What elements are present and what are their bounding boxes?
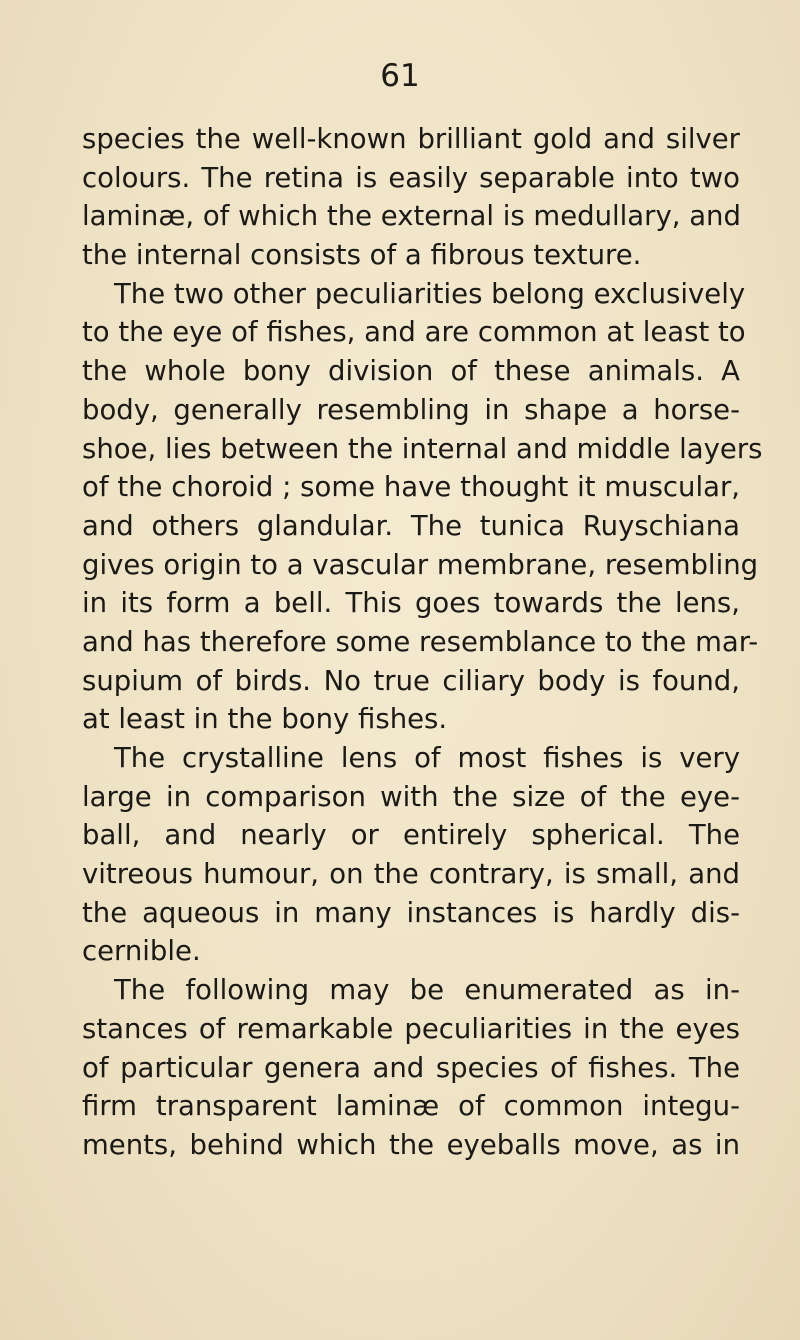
text-line: species the well-known brilliant gold and silver [82,123,740,155]
text-line: The crystalline lens of most fishes is very [114,742,740,774]
text-line: gives origin to a vascular membrane, resembling [82,548,759,581]
text-line: firm transparent laminæ of common integu- [82,1090,740,1123]
text-line: The two other peculiarities belong exclusively [114,277,746,310]
text-line: vitreous humour, on the contrary, is small, and [82,858,740,891]
text-line: the internal consists of a fibrous texture. [82,239,642,272]
text-line: ments, behind which the eyeballs move, as in [82,1128,740,1161]
text-line: laminæ, of which the external is medullary, and [82,200,741,233]
text-line: in its form a bell. This goes towards the lens, [82,587,740,620]
text-line: The following may be enumerated as in- [114,974,740,1007]
text-line: large in comparison with the size of the eye- [82,780,740,813]
text-line: colours. The retina is easily separable into two [82,161,740,194]
text-line: and others glandular. The tunica Ruyschiana [82,509,740,542]
text-line: and has therefore some resemblance to the mar- [82,625,759,658]
text-line: of the choroid ; some have thought it muscular, [82,471,740,504]
text-line: stances of remarkable peculiarities in the eyes [82,1012,740,1045]
text-line: of particular genera and species of fishes. The [82,1051,740,1084]
text-line: supium of birds. No true ciliary body is found, [82,664,740,697]
text-line: the aqueous in many instances is hardly dis- [82,896,740,929]
text-line: shoe, lies between the internal and middle layers [82,432,763,465]
text-line: cernible. [82,935,201,968]
body-text [82,120,763,1165]
text-line: ball, and nearly or entirely spherical. The [82,819,740,852]
text-line: body, generally resembling in shape a horse- [82,393,740,426]
page-number: 61 [380,58,420,94]
text-line: the whole bony division of these animals. A [82,355,740,388]
text-line: to the eye of fishes, and are common at least to [82,316,746,349]
text-line: at least in the bony fishes. [82,703,448,736]
